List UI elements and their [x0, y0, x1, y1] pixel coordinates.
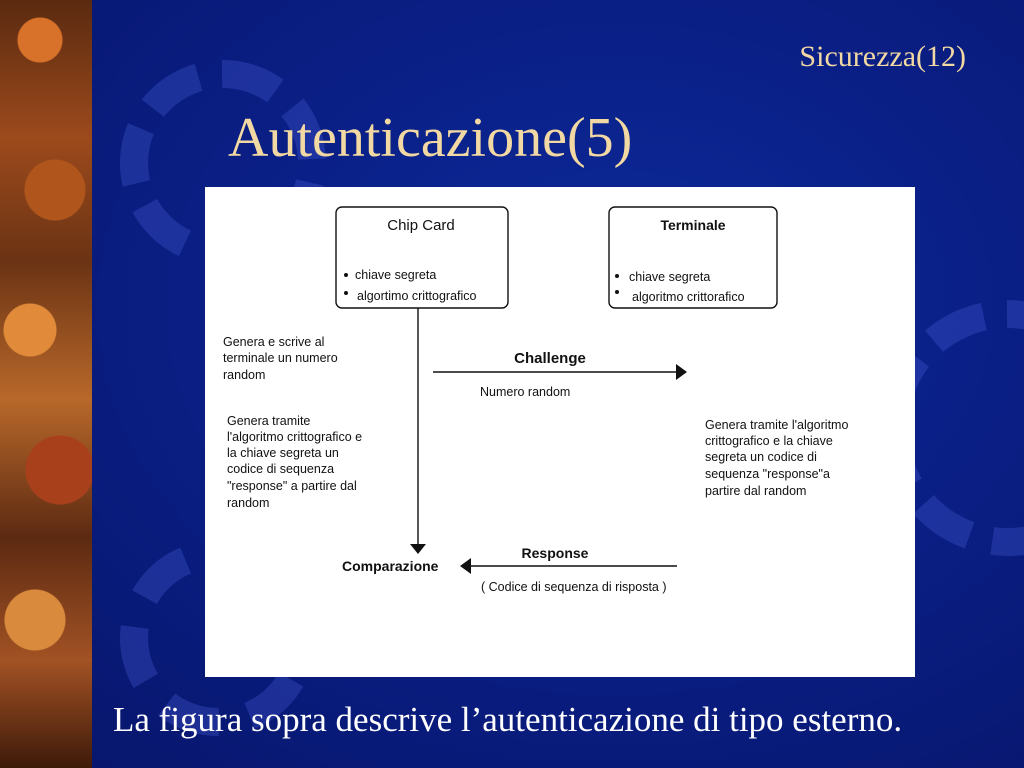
bullet-icon — [615, 274, 619, 278]
chip-card-item: chiave segreta — [355, 268, 437, 282]
left-note-1 — [223, 335, 338, 382]
challenge-label: Challenge — [514, 350, 586, 367]
authentication-diagram — [205, 187, 915, 677]
svg-text:terminale un numero: terminale un numero — [223, 351, 338, 365]
slide-caption: La figura sopra descrive l’autenticazione di tipo esterno. — [113, 700, 903, 739]
bullet-icon — [344, 273, 348, 277]
terminal-box — [609, 207, 777, 308]
svg-text:partire dal random: partire dal random — [705, 484, 807, 498]
arrow-right-icon — [676, 364, 687, 380]
svg-text:codice di sequenza: codice di sequenza — [227, 462, 335, 476]
terminal-item: algoritmo crittorafico — [632, 290, 745, 304]
chip-card-item: algortimo crittografico — [357, 289, 477, 303]
svg-text:random: random — [223, 368, 266, 382]
response-arrow — [460, 545, 677, 594]
svg-text:Genera tramite l'algoritmo: Genera tramite l'algoritmo — [705, 418, 849, 432]
svg-text:segreta un codice di: segreta un codice di — [705, 450, 817, 464]
svg-text:Genera tramite: Genera tramite — [227, 414, 311, 428]
response-label: Response — [521, 545, 589, 561]
challenge-arrow — [433, 350, 687, 399]
comparison-label: Comparazione — [342, 558, 439, 574]
bullet-icon — [615, 290, 619, 294]
chip-card-box — [336, 207, 508, 308]
svg-text:sequenza "response"a: sequenza "response"a — [705, 467, 830, 481]
svg-text:"response" a partire dal: "response" a partire dal — [227, 479, 357, 493]
svg-text:random: random — [227, 496, 270, 510]
challenge-sublabel: Numero random — [480, 385, 571, 399]
response-sublabel: ( Codice di sequenza di risposta ) — [481, 580, 667, 594]
arrow-left-icon — [460, 558, 471, 574]
bullet-icon — [344, 291, 348, 295]
svg-text:crittografico e la chiave: crittografico e la chiave — [705, 434, 833, 448]
diagram-canvas — [205, 187, 915, 677]
section-label: Sicurezza(12) — [799, 40, 966, 73]
slide-title: Autenticazione(5) — [228, 107, 633, 169]
terminal-item: chiave segreta — [629, 270, 711, 284]
chip-card-title: Chip Card — [387, 217, 455, 234]
left-note-2 — [227, 414, 362, 510]
right-note — [705, 418, 848, 498]
svg-text:Genera e scrive al: Genera e scrive al — [223, 335, 325, 349]
arrow-down-icon — [410, 544, 426, 554]
svg-text:l'algoritmo crittografico e: l'algoritmo crittografico e — [227, 430, 363, 444]
decorative-side-strip — [0, 0, 92, 768]
terminal-title: Terminale — [660, 217, 726, 233]
svg-text:la chiave segreta un: la chiave segreta un — [227, 446, 339, 460]
